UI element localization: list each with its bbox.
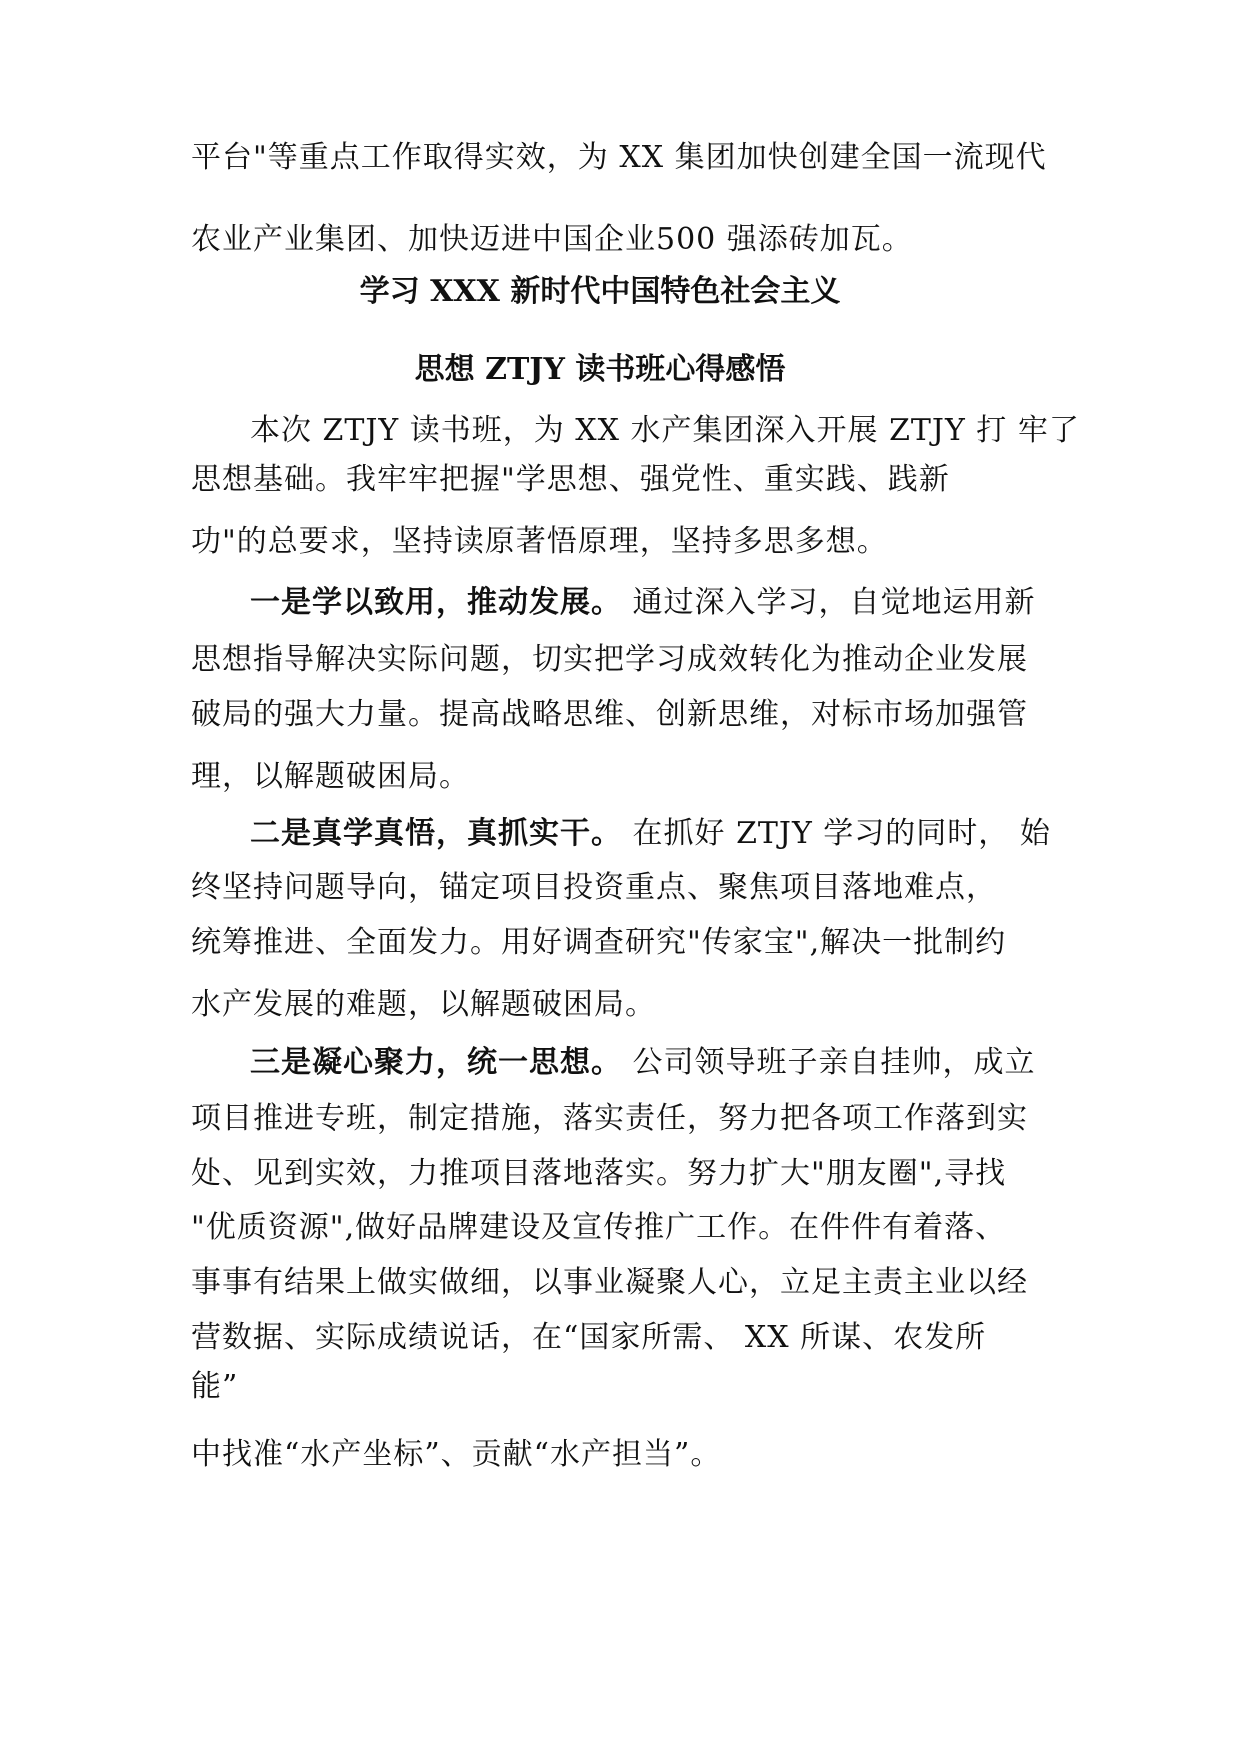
section-3-first-line bbox=[250, 1043, 1036, 1083]
document-title-line-2: 思想 ZTJY 读书班心得感悟 bbox=[414, 352, 786, 387]
section-3-line-4: "优质资源",做好品牌建设及宣传推广工作。在件件有着落、 bbox=[191, 1210, 1007, 1245]
section-2-line-2: 终坚持问题导向，锚定项目投资重点、聚焦项目落地难点， bbox=[191, 870, 997, 905]
paragraph-1-line-1: 本次 ZTJY 读书班，为 XX 水产集团深入开展 ZTJY 打 牢了 bbox=[250, 413, 1080, 448]
document-title-line-1: 学习 XXX 新时代中国特色社会主义 bbox=[359, 274, 841, 309]
section-1-heading: 一是学以致用，推动发展。 bbox=[250, 585, 622, 620]
section-3-line-8: 中找准“水产坐标”、贡献“水产担当”。 bbox=[191, 1437, 722, 1472]
section-2-first-line-text: 在抓好 ZTJY 学习的同时， 始 bbox=[622, 816, 1051, 851]
section-2-line-4: 水产发展的难题，以解题破困局。 bbox=[191, 987, 656, 1022]
section-1-line-3: 破局的强大力量。提高战略思维、创新思维，对标市场加强管 bbox=[191, 697, 1028, 732]
section-3-heading: 三是凝心聚力，统一思想。 bbox=[250, 1045, 622, 1080]
section-3-first-line-text: 公司领导班子亲自挂帅，成立 bbox=[622, 1045, 1036, 1080]
section-1-line-2: 思想指导解决实际问题，切实把学习成效转化为推动企业发展 bbox=[191, 642, 1028, 677]
section-3-line-2: 项目推进专班，制定措施，落实责任，努力把各项工作落到实 bbox=[191, 1101, 1028, 1136]
section-2-first-line bbox=[250, 814, 1051, 854]
section-3-line-6: 营数据、实际成绩说话，在“国家所需、 XX 所谋、农发所 bbox=[191, 1320, 987, 1355]
section-3-line-7: 能” bbox=[191, 1369, 239, 1404]
section-1-line-4: 理，以解题破困局。 bbox=[191, 759, 470, 794]
intro-line-2: 农业产业集团、加快迈进中国企业500 强添砖加瓦。 bbox=[191, 222, 913, 257]
section-3-line-5: 事事有结果上做实做细，以事业凝聚人心，立足主责主业以经 bbox=[191, 1265, 1028, 1300]
paragraph-1-line-3: 功"的总要求，坚持读原著悟原理，坚持多思多想。 bbox=[191, 524, 888, 559]
paragraph-1-line-2: 思想基础。我牢牢把握"学思想、强党性、重实践、践新 bbox=[191, 462, 950, 497]
section-3-line-3: 处、见到实效，力推项目落地落实。努力扩大"朋友圈",寻找 bbox=[191, 1156, 1007, 1191]
intro-line-1: 平台"等重点工作取得实效，为 XX 集团加快创建全国一流现代 bbox=[191, 140, 1047, 175]
section-1-first-line bbox=[250, 583, 1036, 623]
section-2-heading: 二是真学真悟，真抓实干。 bbox=[250, 816, 622, 851]
section-1-first-line-text: 通过深入学习，自觉地运用新 bbox=[622, 585, 1036, 620]
section-2-line-3: 统筹推进、全面发力。用好调查研究"传家宝",解决一批制约 bbox=[191, 925, 1007, 960]
